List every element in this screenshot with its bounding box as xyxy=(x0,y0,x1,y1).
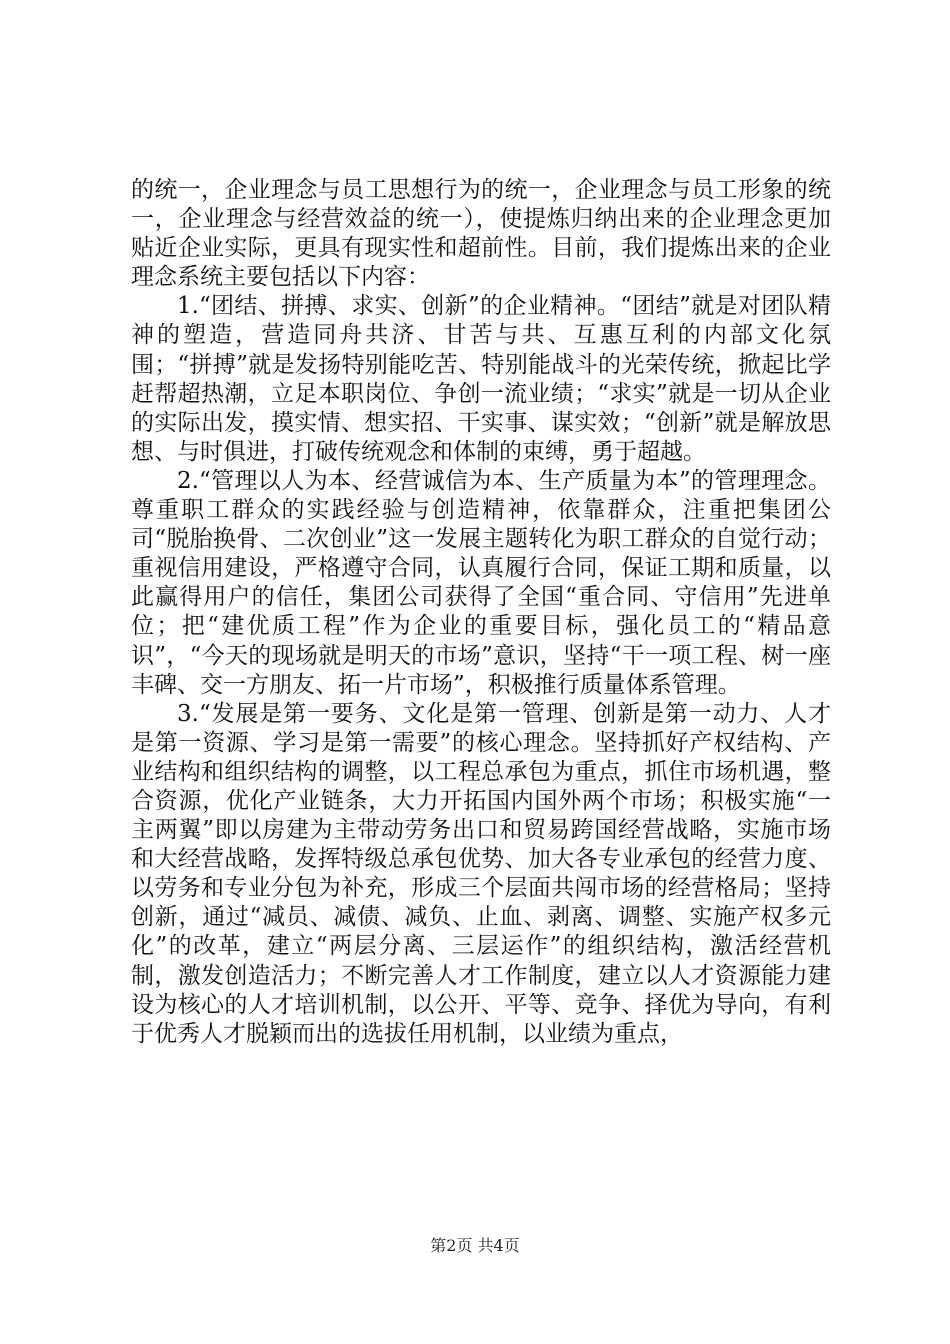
paragraph-continuation: 的统一，企业理念与员工思想行为的统一，企业理念与员工形象的统一，企业理念与经营效益的统一），使提炼归纳出来的企业理念更加贴近企业实际，更具有现实性和超前性。目前，我们提炼出来的企业理念系统主要包括以下内容： xyxy=(131,177,831,291)
page-footer: 第2页 共4页 xyxy=(430,1236,520,1255)
paragraph-management-concept: 2.“管理以人为本、经营诚信为本、生产质量为本”的管理理念。尊重职工群众的实践经验与创造精神，依靠群众，注重把集团公司“脱胎换骨、二次创业”这一发展主题转化为职工群众的自觉行动；重视信用建设，严格遵守合同，认真履行合同，保证工期和质量，以此赢得用户的信任，集团公司获得了全国“重合同、守信用”先进单位；把“建优质工程”作为企业的重要目标，强化员工的“精品意识”，“今天的现场就是明天的市场”意识，坚持“干一项工程、树一座丰碑、交一方朋友、拓一片市场”，积极推行质量体系管理。 xyxy=(131,467,831,698)
paragraph-enterprise-spirit: 1.“团结、拼搏、求实、创新”的企业精神。“团结”就是对团队精神的塑造，营造同舟共济、甘苦与共、互惠互利的内部文化氛围；“拼搏”就是发扬特别能吃苦、特别能战斗的光荣传统，掀起比学赶帮超热潮，立足本职岗位、争创一流业绩；“求实”就是一切从企业的实际出发，摸实情、想实招、干实事、谋实效；“创新”就是解放思想、与时俱进，打破传统观念和体制的束缚，勇于超越。 xyxy=(131,293,831,465)
document-body xyxy=(131,176,831,1049)
paragraph-core-concept: 3.“发展是第一要务、文化是第一管理、创新是第一动力、人才是第一资源、学习是第一需要”的核心理念。坚持抓好产权结构、产业结构和组织结构的调整，以工程总承包为重点，抓住市场机遇，整合资源，优化产业链条，大力开拓国内国外两个市场；积极实施“一主两翼”即以房建为主带动劳务出口和贸易跨国经营战略，实施市场和大经营战略，发挥特级总承包优势、加大各专业承包的经营力度、以劳务和专业分包为补充，形成三个层面共闯市场的经营格局；坚持创新，通过“减员、减债、减负、止血、剥离、调整、实施产权多元化”的改革，建立“两层分离、三层运作”的组织结构，激活经营机制，激发创造活力；不断完善人才工作制度，建立以人才资源能力建设为核心的人才培训机制，以公开、平等、竞争、择优为导向，有利于优秀人才脱颖而出的选拔任用机制，以业绩为重点， xyxy=(131,700,831,1047)
